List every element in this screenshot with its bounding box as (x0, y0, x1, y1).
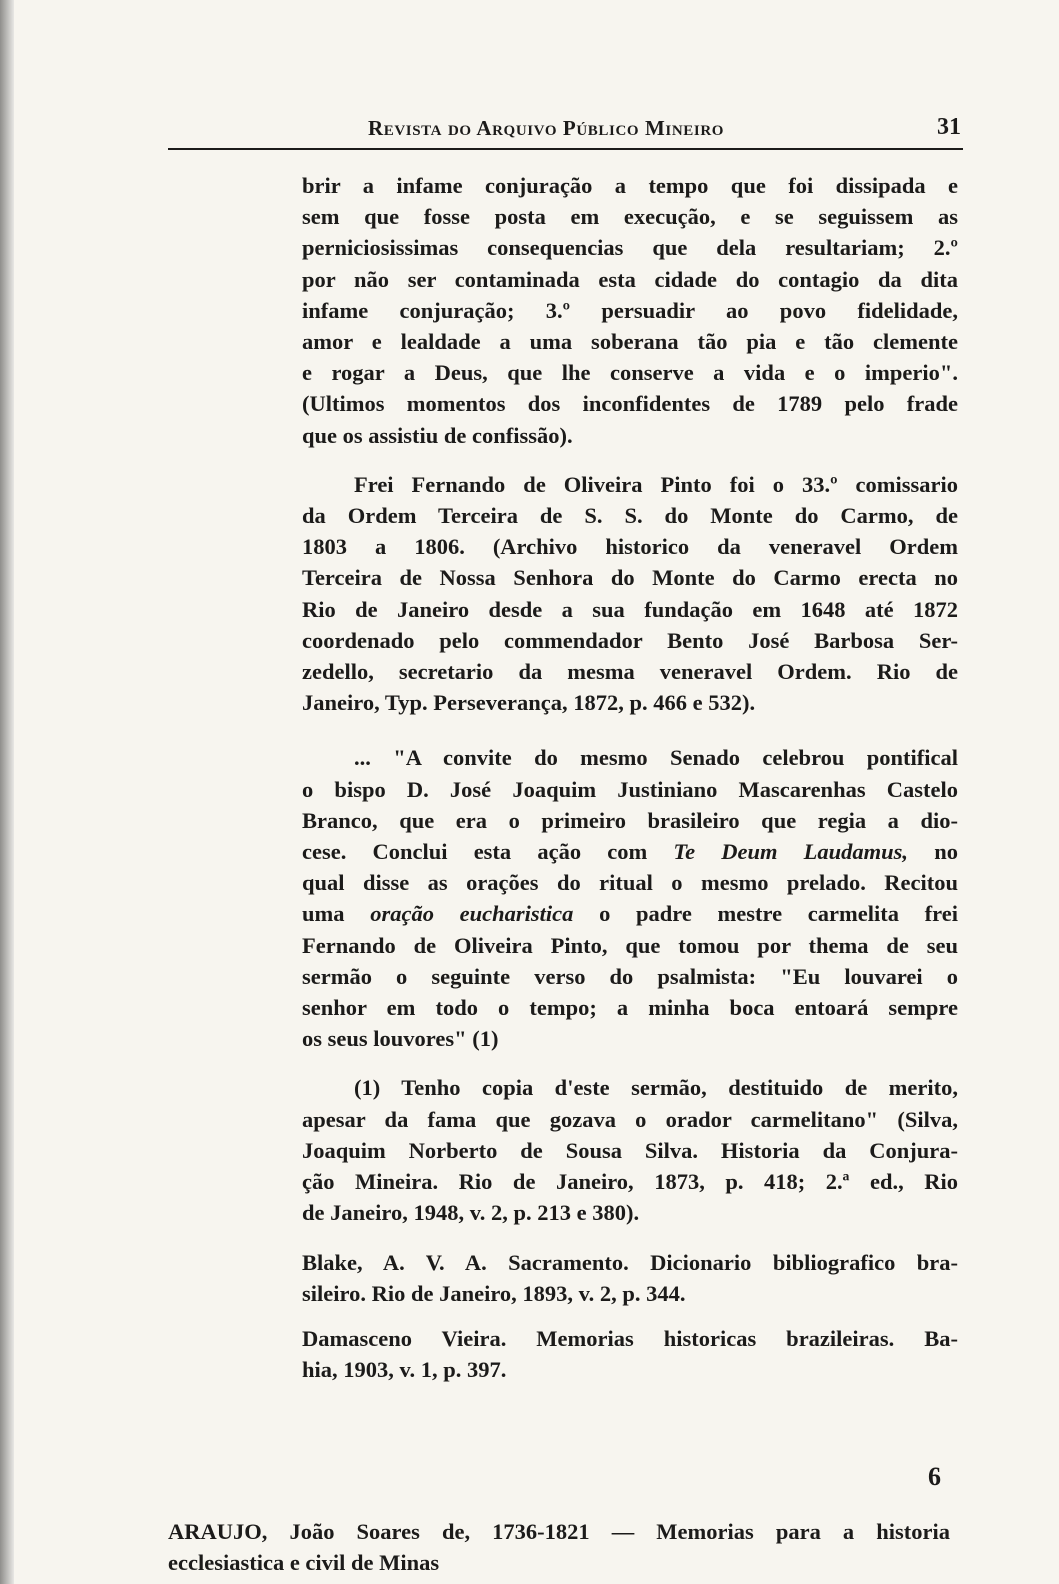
text-line: Damasceno Vieira. Memorias historicas brazileiras. Ba- (302, 1325, 958, 1351)
text-line: apesar da fama que gozava o orador carmelitano" (Silva, (302, 1106, 958, 1132)
text-line: Rio de Janeiro desde a sua fundação em 1648 até 1872 (302, 596, 958, 622)
text-line: Branco, que era o primeiro brasileiro que regia a dio- (302, 807, 958, 833)
text-line: senhor em todo o tempo; a minha boca entoará sempre (302, 995, 958, 1021)
text-line: brir a infame conjuração a tempo que foi dissipada e (302, 173, 958, 198)
header-rule (168, 148, 963, 150)
text-line: sileiro. Rio de Janeiro, 1893, v. 2, p. 344. (302, 1280, 686, 1306)
text-line: coordenado pelo commendador Bento José Barbosa Ser- (302, 627, 958, 653)
text-line: os seus louvores" (1) (302, 1026, 499, 1052)
text-run: uma (302, 901, 371, 927)
text-line: ... "A convite do mesmo Senado celebrou pontifical (354, 745, 958, 771)
book-binding-edge (0, 0, 14, 1584)
blake-reference (302, 1247, 958, 1309)
text-line: qual disse as orações do ritual o mesmo prelado. Recitou (302, 870, 958, 896)
page-number: 31 (937, 114, 961, 140)
next-entry (168, 1516, 950, 1578)
entry-number: 6 (928, 1462, 941, 1491)
text-line: da Ordem Terceira de S. S. do Monte do Carmo, de (302, 503, 958, 529)
text-line: Blake, A. V. A. Sacramento. Dicionario bibliografico bra- (302, 1249, 958, 1275)
text-line: ção Mineira. Rio de Janeiro, 1873, p. 418; 2.ª ed., Rio (302, 1169, 958, 1195)
damasceno-reference (302, 1323, 958, 1385)
frei-fernando-paragraph (302, 469, 958, 719)
entry-line: ARAUJO, João Soares de, 1736-1821 — Memorias para a historia (168, 1519, 950, 1544)
text-line: Fernando de Oliveira Pinto, que tomou por thema de seu (302, 932, 958, 958)
text-line: amor e lealdade a uma soberana tão pia e tão clemente (302, 329, 958, 355)
footnote-paragraph (302, 1072, 958, 1228)
text-line: 1803 a 1806. (Archivo historico da veneravel Ordem (302, 534, 958, 560)
text-line: sermão o seguinte verso do psalmista: "Eu louvarei o (302, 963, 958, 989)
text-line: de Janeiro, 1948, v. 2, p. 213 e 380). (302, 1200, 640, 1226)
text-line: infame conjuração; 3.º persuadir ao povo fidelidade, (302, 297, 958, 323)
text-line: por não ser contaminada esta cidade do contagio da dita (302, 266, 958, 292)
running-head: Revista do Arquivo Público Mineiro (368, 116, 725, 140)
text-line: que os assistiu de confissão). (302, 422, 573, 448)
text-line: zedello, secretario da mesma veneravel Ordem. Rio de (302, 659, 958, 685)
text-line: (1) Tenho copia d'este sermão, destituido de merito, (354, 1075, 958, 1101)
text-run: cese. Conclui esta ação com (302, 839, 674, 865)
text-line: Janeiro, Typ. Perseverança, 1872, p. 466 e 532). (302, 690, 756, 716)
text-line (302, 836, 958, 867)
text-line: Frei Fernando de Oliveira Pinto foi o 33.º comissario (354, 471, 958, 497)
text-run: no (908, 839, 958, 865)
text-line: Joaquim Norberto de Sousa Silva. Historia da Conjura- (302, 1137, 958, 1163)
page-header (168, 112, 963, 148)
text-line: e rogar a Deus, que lhe conserve a vida e o imperio". (302, 360, 958, 386)
text-line: sem que fosse posta em execução, e se seguissem as (302, 204, 958, 230)
italic-phrase: oração eucharistica (370, 901, 574, 927)
convite-paragraph (302, 742, 958, 1054)
quote-paragraph (302, 170, 958, 451)
text-line: hia, 1903, v. 1, p. 397. (302, 1357, 507, 1383)
text-line: Terceira de Nossa Senhora do Monte do Carmo erecta no (302, 565, 958, 591)
text-line: (Ultimos momentos dos inconfidentes de 1789 pelo frade (302, 391, 958, 417)
italic-phrase: Te Deum Laudamus, (673, 839, 909, 865)
text-line: perniciosissimas consequencias que dela resultariam; 2.º (302, 235, 958, 261)
text-line: o bispo D. José Joaquim Justiniano Mascarenhas Castelo (302, 776, 958, 802)
entry-line: ecclesiastica e civil de Minas (168, 1550, 440, 1575)
text-run: o padre mestre carmelita frei (573, 901, 958, 927)
text-line (302, 898, 958, 929)
body-text (302, 170, 958, 1385)
